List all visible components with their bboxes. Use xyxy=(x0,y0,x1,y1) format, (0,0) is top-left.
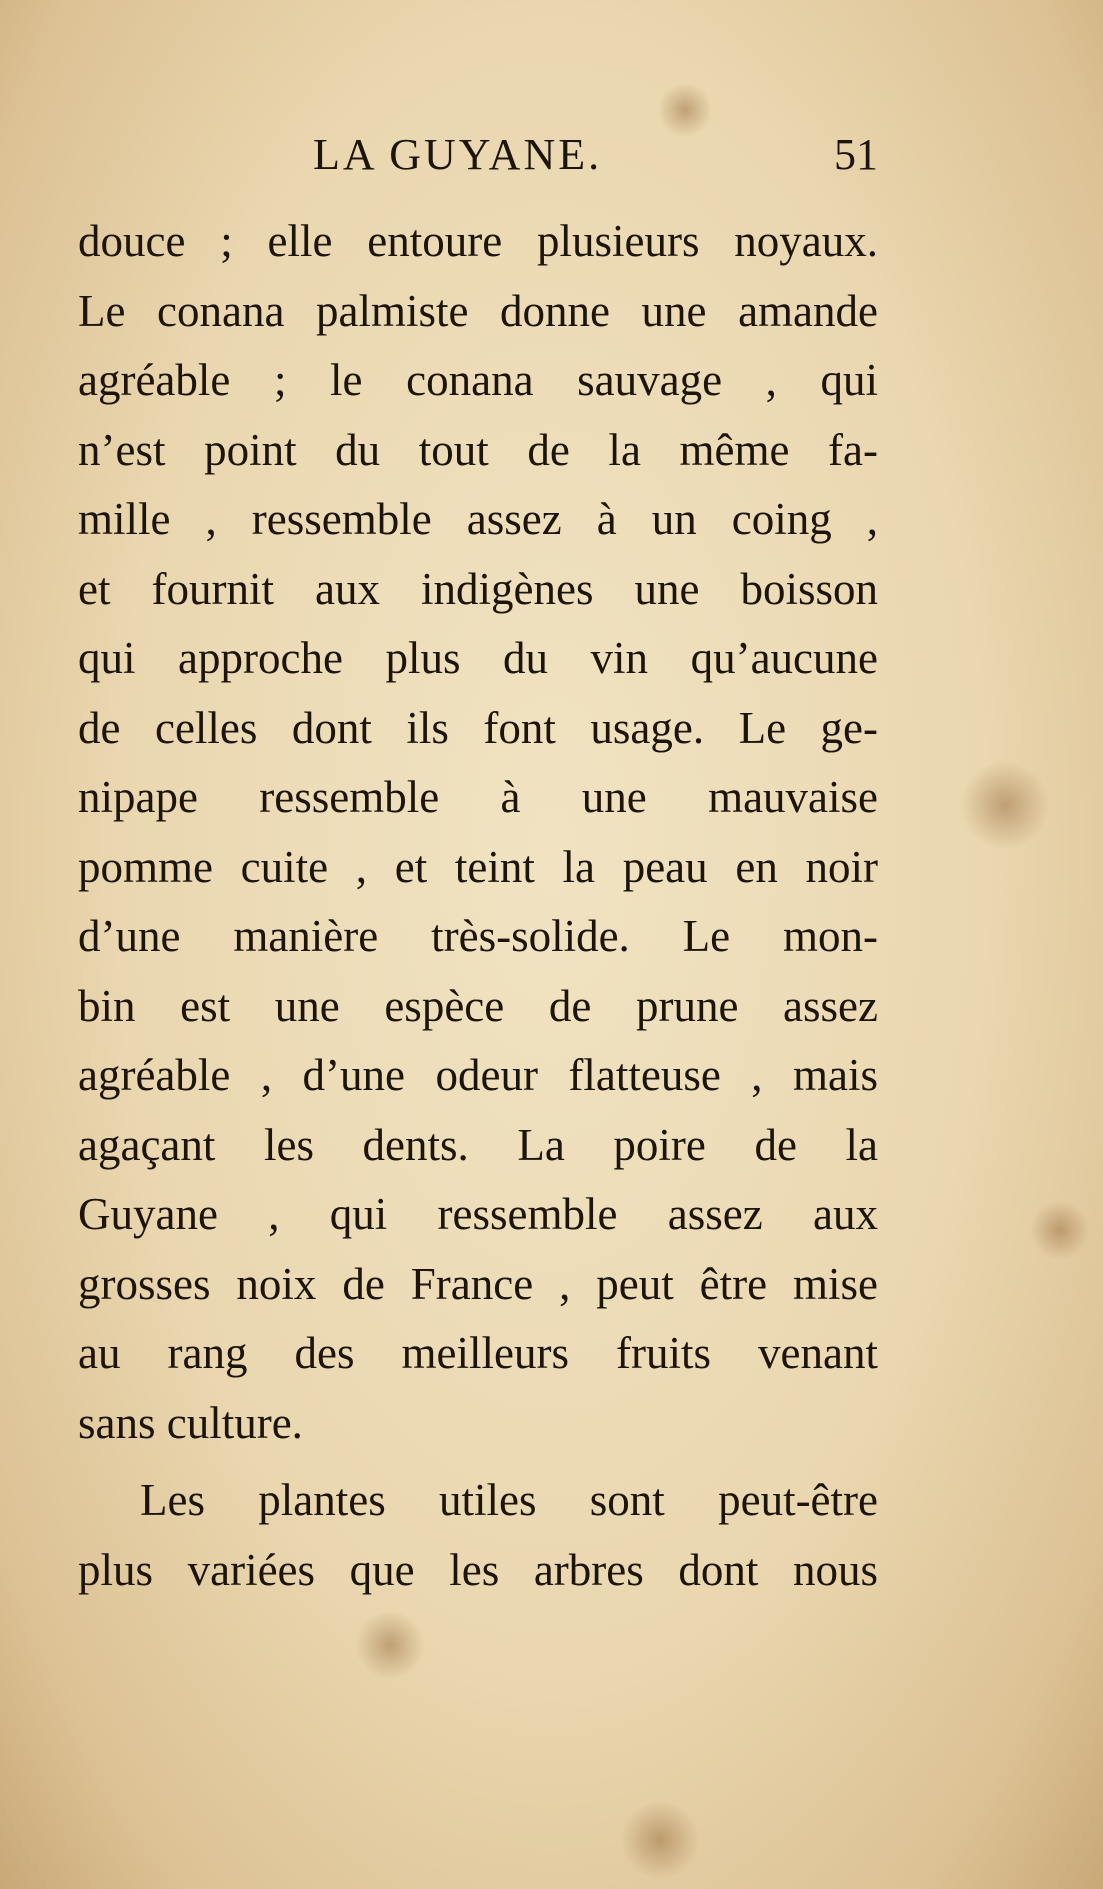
text-line: de celles dont ils font usage. Le ge- xyxy=(78,702,878,753)
text-line: mille , ressemble assez à un coing , xyxy=(78,494,878,544)
text-line: Les plantes utiles sont peut-être xyxy=(140,1475,878,1525)
text-line: n’est point du tout de la même fa- xyxy=(78,424,878,475)
text-line: douce ; elle entoure plusieurs noyaux. xyxy=(78,216,878,266)
paragraph xyxy=(78,1466,878,1605)
text-line: au rang des meilleurs fruits venant xyxy=(78,1328,878,1378)
text-line: Le conana palmiste donne une amande xyxy=(78,285,878,336)
running-title: LA GUYANE. xyxy=(313,130,603,179)
foxing-stain xyxy=(1030,1200,1090,1260)
text-line: grosses noix de France , peut être mise xyxy=(78,1258,878,1309)
body-text xyxy=(78,207,878,1605)
foxing-stain xyxy=(960,760,1050,850)
text-line: d’une manière très-solide. Le mon- xyxy=(78,911,878,961)
text-line: Guyane , qui ressemble assez aux xyxy=(78,1189,878,1239)
foxing-stain xyxy=(620,1800,700,1880)
page-header xyxy=(78,125,878,185)
text-line: bin est une espèce de prune assez xyxy=(78,980,878,1031)
text-line: pomme cuite , et teint la peau en noir xyxy=(78,841,878,892)
text-line: agréable , d’une odeur flatteuse , mais xyxy=(78,1050,878,1100)
text-line: plus variées que les arbres dont nous xyxy=(78,1544,878,1595)
paragraph-gap xyxy=(78,1458,878,1466)
text-line: agaçant les dents. La poire de la xyxy=(78,1119,878,1170)
text-line: qui approche plus du vin qu’aucune xyxy=(78,633,878,683)
text-line: nipape ressemble à une mauvaise xyxy=(78,772,878,822)
text-line: sans culture. xyxy=(78,1397,303,1448)
page-number: 51 xyxy=(834,130,878,179)
text-line: et fournit aux indigènes une boisson xyxy=(78,563,878,614)
foxing-stain xyxy=(355,1610,425,1680)
text-line: agréable ; le conana sauvage , qui xyxy=(78,355,878,405)
paragraph xyxy=(78,207,878,1458)
